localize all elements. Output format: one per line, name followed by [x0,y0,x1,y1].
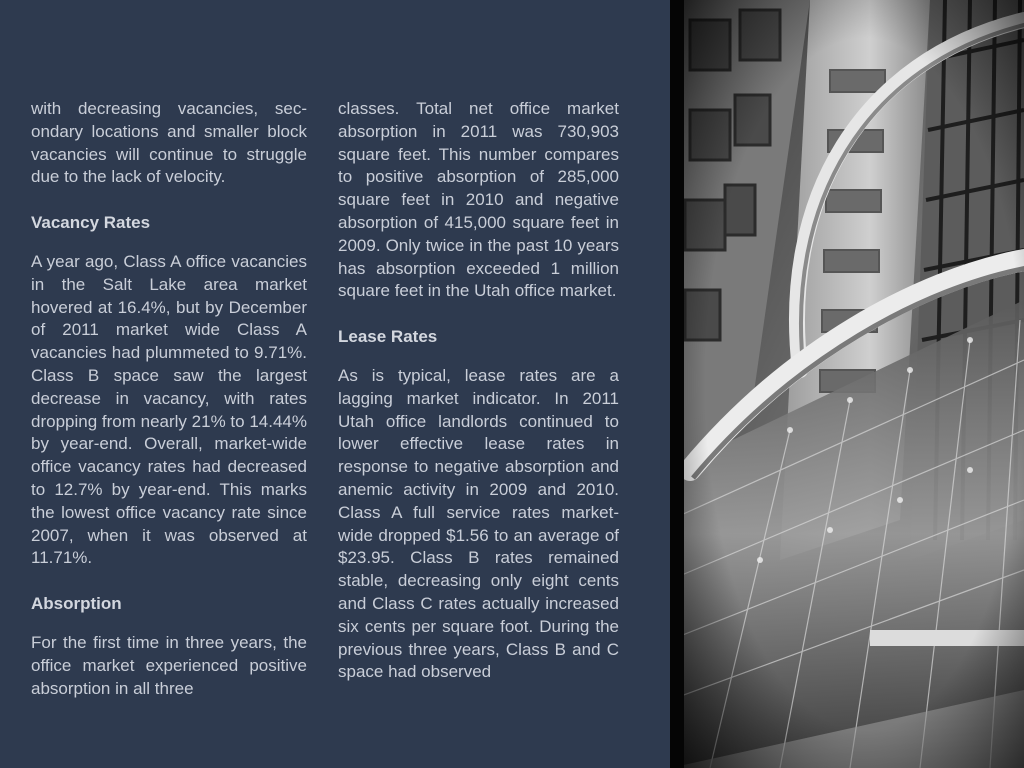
text-column-left [31,98,307,723]
continuation-paragraph: with decreasing vacancies, secondary locations and smaller block vacancies will continue to struggle due to the lack of velocity. [31,99,307,187]
vacancy-rates-paragraph: A year ago, Class A office vacancies in the Salt Lake area market hovered at 16.4%, but by December of 2011 market wide Class A vacancies had plummeted to 9.71%. Class B space saw the largest decrease in vacancy, with rates dropping from nearly 21% to 14.44% by year-end. Overall, market-wide office vacancy rates had decreased to 12.7% by year-end. This marks the lowest office vacancy rate since 2007, when it was observed at 11.71%. [31,251,307,568]
building-photo [670,0,1024,768]
text-column-right [338,98,619,707]
lease-rates-heading: Lease Rates [338,327,438,347]
absorption-heading: Absorption [31,594,122,614]
absorption-paragraph: For the first time in three years, the office market experienced positive absorption in all three [31,632,307,698]
vacancy-rates-heading: Vacancy Rates [31,213,151,233]
building-photo-illustration [670,0,1024,768]
absorption-continued-paragraph: classes. Total net office market absorption in 2011 was 730,903 square feet. This number compares to positive absorption of 285,000 square feet in 2010 and negative absorption of 415,000 square feet in 2009. Only twice in the past 10 years has absorption exceeded 1 million square feet in the Utah office market. [338,99,619,301]
lease-rates-paragraph: As is typical, lease rates are a lagging market indicator. In 2011 Utah office landlords continued to lower effective lease rates in response to negative absorption and anemic activity in 2009 and 2010. Class A full service rates market-wide dropped $1.56 to an average of $23.95. Class B rates remained stable, decreasing only eight cents and Class C rates actually increased six cents per square foot. During the previous three years, Class B and C space had observed [338,365,619,682]
